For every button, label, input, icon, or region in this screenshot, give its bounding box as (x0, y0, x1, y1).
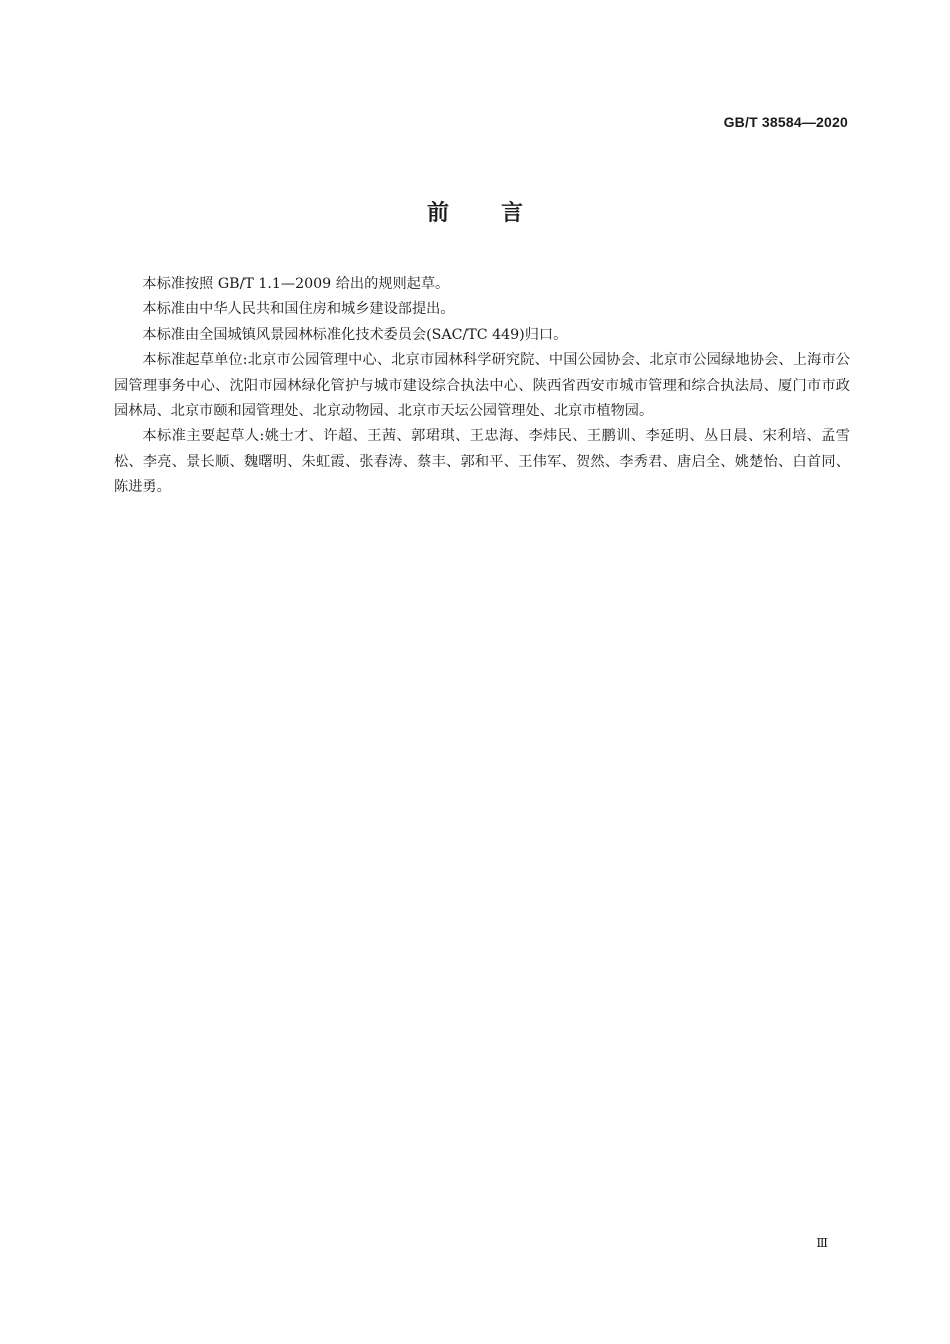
paragraph-main-drafters: 本标准主要起草人:姚士才、许超、王茜、郭珺琪、王忠海、李炜民、王鹏训、李延明、丛日晨、宋利培、孟雪松、李亮、景长顺、魏曙明、朱虹霞、张春涛、蔡丰、郭和平、王伟军、贺然、李秀君、唐启全、姚楚怡、白首同、陈进勇。 (114, 428, 850, 496)
paragraph-drafting-units: 本标准起草单位:北京市公园管理中心、北京市园林科学研究院、中国公园协会、北京市公园绿地协会、上海市公园管理事务中心、沈阳市园林绿化管护与城市建设综合执法中心、陕西省西安市城市管理和综合执法局、厦门市市政园林局、北京市颐和园管理处、北京动物园、北京市天坛公园管理处、北京市植物园。 (114, 352, 850, 420)
paragraph-proposer: 本标准由中华人民共和国住房和城乡建设部提出。 (142, 301, 455, 318)
paragraph-administrator: 本标准由全国城镇风景园林标准化技术委员会(SAC/TC 449)归口。 (142, 326, 568, 343)
page-title: 前言 (426, 201, 575, 226)
standard-number: GB/T 38584—2020 (723, 114, 848, 130)
paragraph-drafting-rules: 本标准按照 GB/T 1.1—2009 给出的规则起草。 (142, 276, 450, 292)
page-number: Ⅲ (816, 1236, 828, 1250)
document-body (114, 272, 850, 501)
